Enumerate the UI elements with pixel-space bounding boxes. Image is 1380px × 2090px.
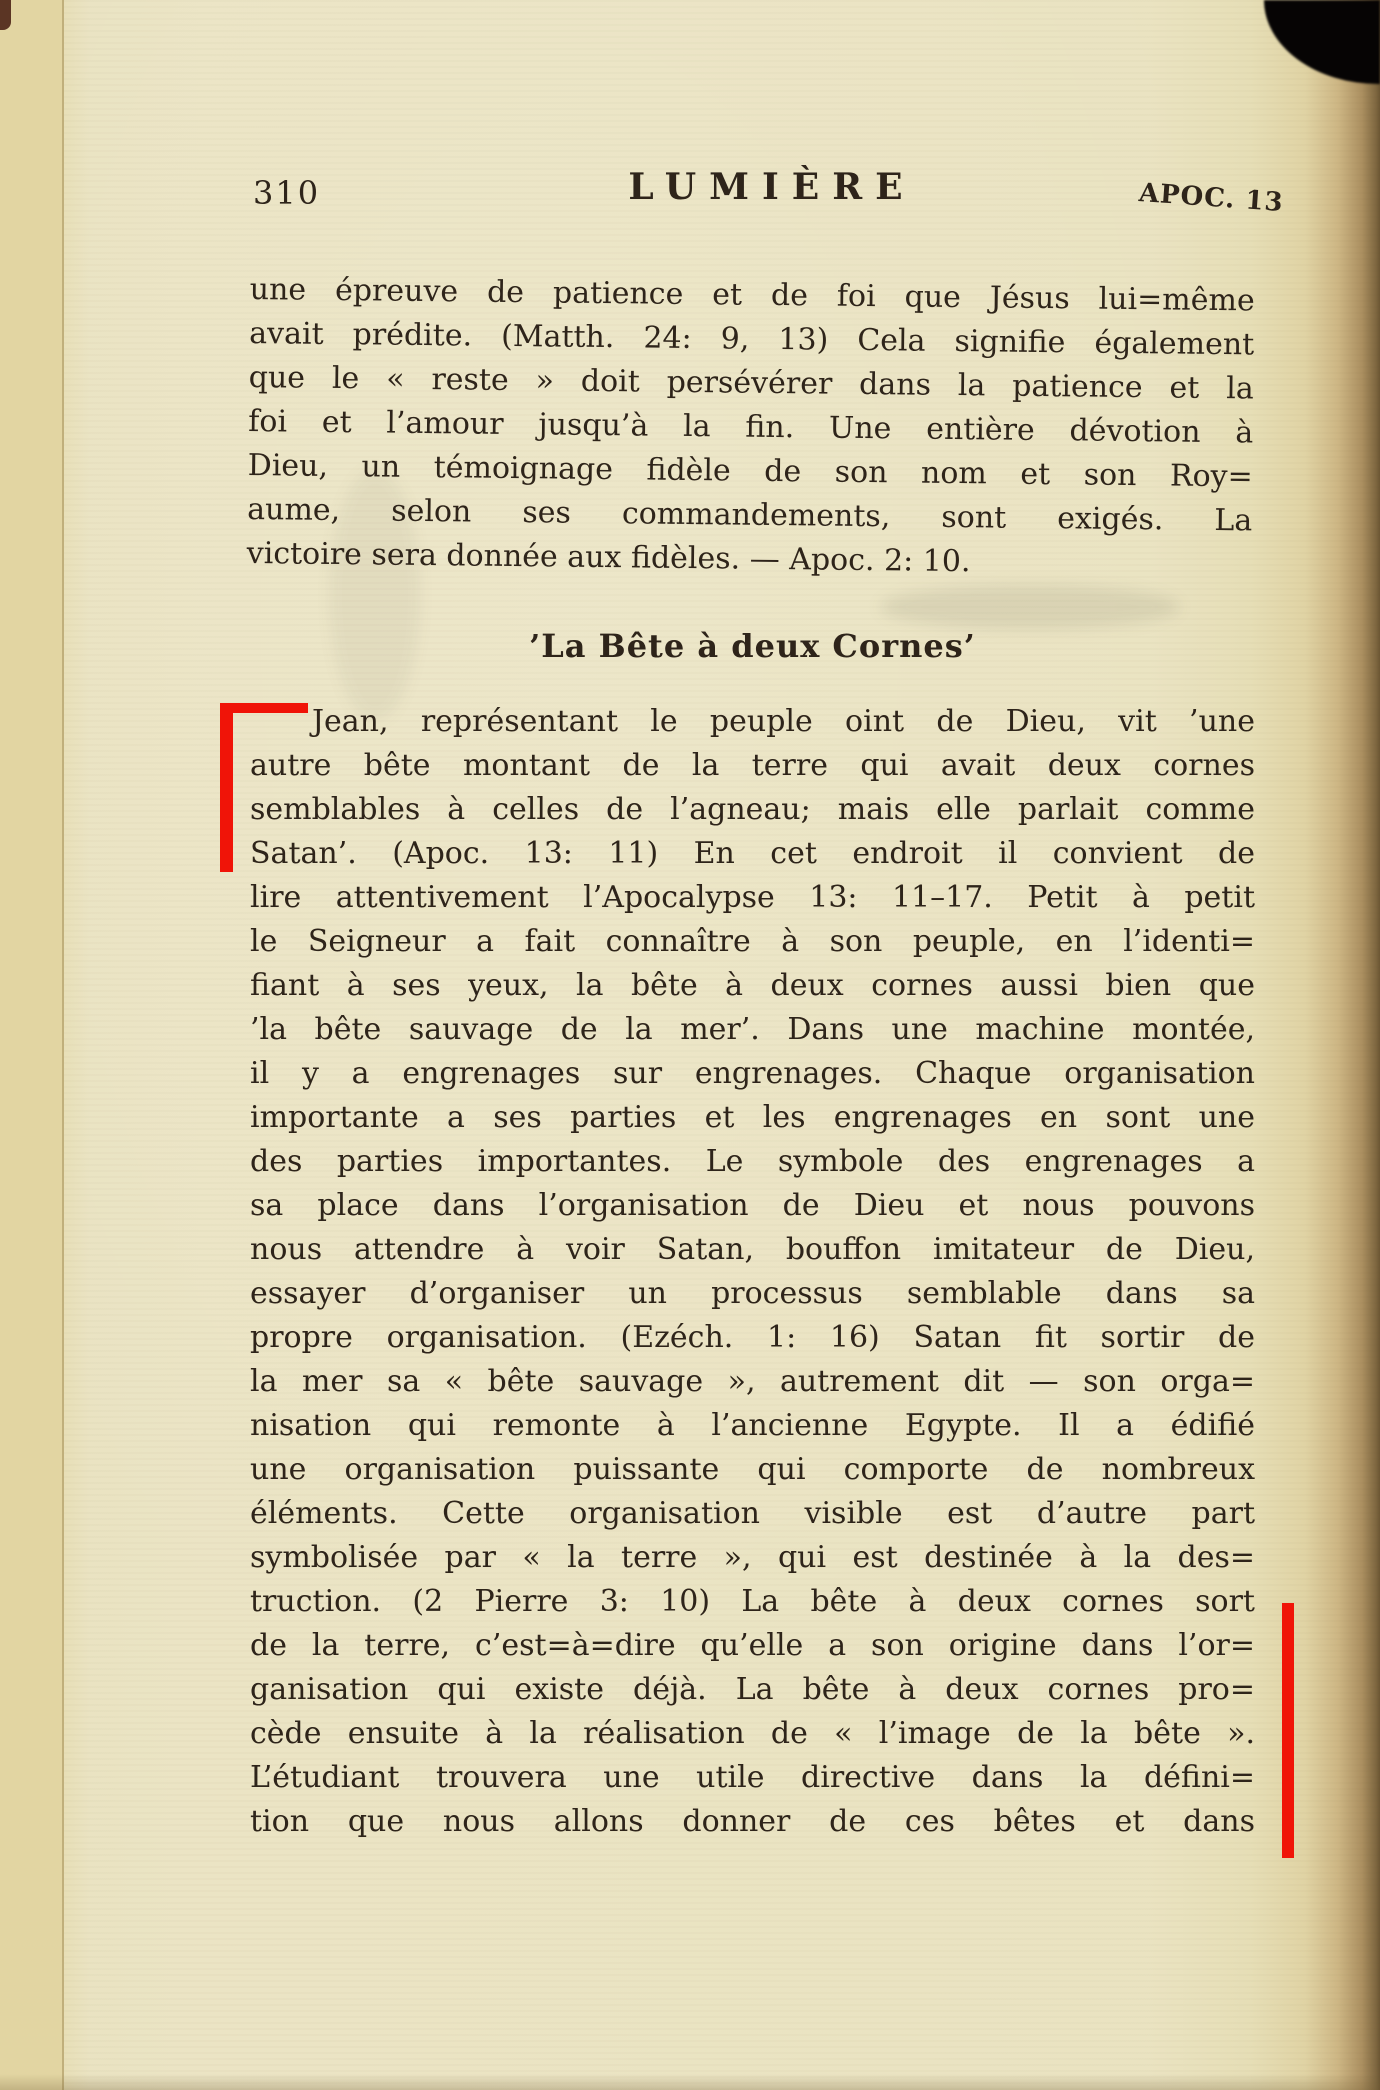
text-line: importante a ses parties et les engrenages en sont une (250, 1100, 1255, 1135)
ink-bleed-smudge (880, 585, 1180, 629)
running-reference: APOC. 13 (1137, 178, 1285, 219)
text-line: que le « reste » doit persévérer dans la patience et la (248, 359, 1254, 407)
page-edge-bottom (0, 2074, 1380, 2090)
text-line: truction. (2 Pierre 3: 10) La bête à deux cornes sort (250, 1584, 1255, 1619)
text-line: une épreuve de patience et de foi que Jésus lui=même (249, 271, 1255, 319)
text-line: avait prédite. (Matth. 24: 9, 13) Cela signifie également (249, 315, 1255, 363)
body-paragraph-1 (247, 268, 1255, 587)
section-heading: ’La Bête à deux Cornes’ (529, 627, 976, 665)
red-margin-bracket-arm (220, 703, 308, 713)
text-line: essayer d’organiser un processus semblable dans sa (250, 1276, 1255, 1311)
text-line: fiant à ses yeux, la bête à deux cornes aussi bien que (250, 968, 1255, 1003)
text-line: cède ensuite à la réalisation de « l’image de la bête ». (250, 1716, 1255, 1751)
red-margin-bar-right (1282, 1603, 1294, 1858)
text-line: lire attentivement l’Apocalypse 13: 11–17. Petit à petit (250, 880, 1255, 915)
text-line: la mer sa « bête sauvage », autrement dit — son orga= (250, 1364, 1255, 1399)
text-line: une organisation puissante qui comporte de nombreux (250, 1452, 1255, 1487)
scan-shadow-top-right (1264, 0, 1380, 84)
text-line: L’étudiant trouvera une utile directive dans la défini= (250, 1760, 1255, 1795)
text-line: de la terre, c’est=à=dire qu’elle a son origine dans l’or= (250, 1628, 1255, 1663)
text-line: victoire sera donnée aux fidèles. — Apoc. 2: 10. (246, 535, 971, 580)
text-line: Jean, représentant le peuple oint de Dieu, vit ’une (312, 704, 1255, 739)
text-line: sa place dans l’organisation de Dieu et nous pouvons (250, 1188, 1255, 1223)
text-line: propre organisation. (Ezéch. 1: 16) Satan fit sortir de (250, 1320, 1255, 1355)
text-line: tion que nous allons donner de ces bêtes et dans (250, 1804, 1255, 1839)
text-line: le Seigneur a fait connaître à son peuple, en l’identi= (250, 924, 1255, 959)
text-line: il y a engrenages sur engrenages. Chaque organisation (250, 1056, 1255, 1091)
page-number: 310 (253, 174, 321, 212)
text-line: nisation qui remonte à l’ancienne Egypte. Il a édifié (250, 1408, 1255, 1443)
text-line: Satan’. (Apoc. 13: 11) En cet endroit il convient de (250, 836, 1255, 871)
text-line: ’la bête sauvage de la mer’. Dans une machine montée, (250, 1012, 1255, 1047)
text-line: éléments. Cette organisation visible est d’autre part (250, 1496, 1255, 1531)
text-line: des parties importantes. Le symbole des engrenages a (250, 1144, 1255, 1179)
text-line: aume, selon ses commandements, sont exigés. La (247, 491, 1253, 539)
text-line: nous attendre à voir Satan, bouffon imitateur de Dieu, (250, 1232, 1255, 1267)
text-line: semblables à celles de l’agneau; mais elle parlait comme (250, 792, 1255, 827)
running-title: LUMIÈRE (628, 166, 916, 208)
text-line: Dieu, un témoignage fidèle de son nom et son Roy= (247, 447, 1253, 495)
text-line: autre bête montant de la terre qui avait deux cornes (250, 748, 1255, 783)
red-margin-bracket-stem (220, 703, 233, 872)
text-line: symbolisée par « la terre », qui est destinée à la des= (250, 1540, 1255, 1575)
text-line: foi et l’amour jusqu’à la fin. Une entière dévotion à (248, 403, 1254, 451)
book-edge-left (0, 0, 64, 2090)
text-line: ganisation qui existe déjà. La bête à deux cornes pro= (250, 1672, 1255, 1707)
body-paragraph-2 (250, 700, 1255, 1844)
corner-mark-top-left (0, 0, 11, 30)
